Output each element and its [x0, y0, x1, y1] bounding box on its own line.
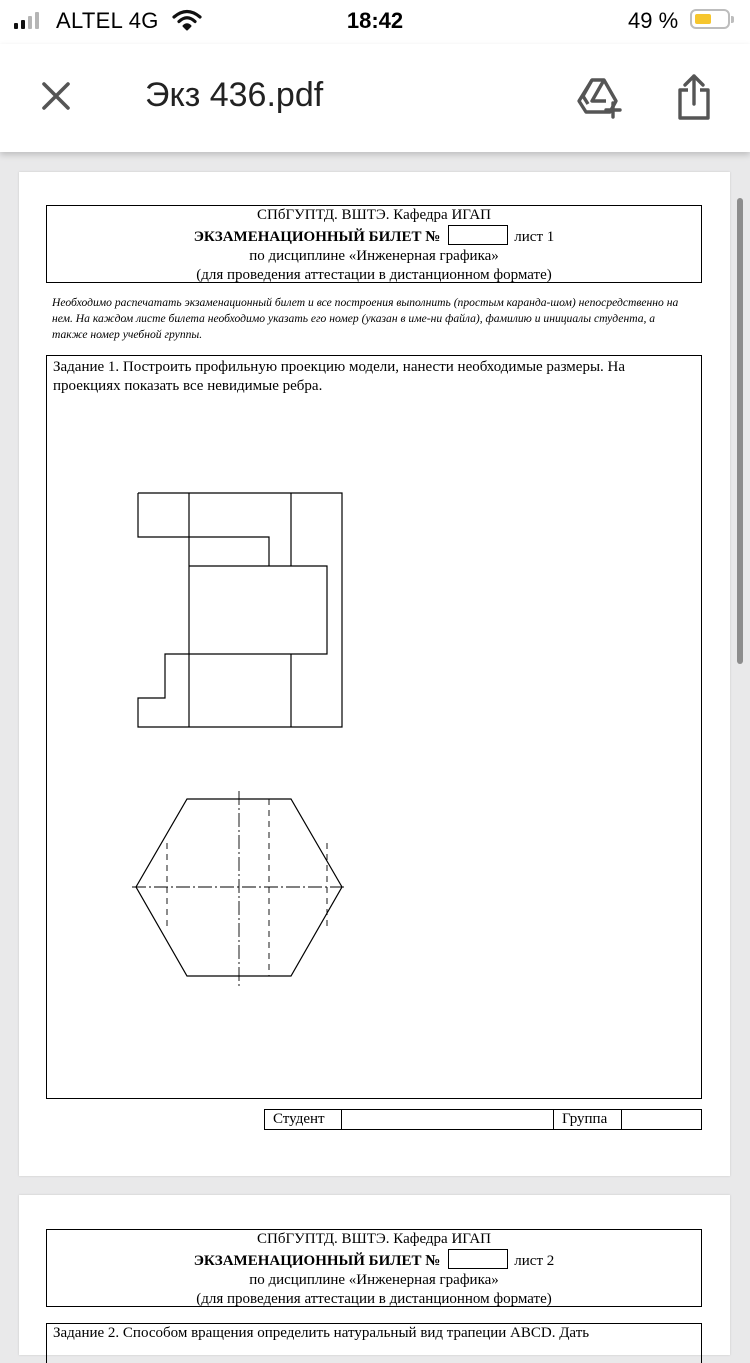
battery-icon	[690, 9, 730, 29]
header-format: (для проведения аттестации в дистанционном формате)	[196, 267, 552, 283]
header-ticket-line	[47, 225, 701, 247]
add-to-drive-icon[interactable]	[574, 74, 624, 120]
header-institution: СПбГУПТД. ВШТЭ. Кафедра ИГАП	[257, 207, 491, 223]
pdf-page-1	[19, 172, 730, 1176]
carrier-name: ALTEL 4G	[56, 8, 159, 33]
task-2-box	[46, 1323, 702, 1363]
scrollbar[interactable]	[737, 198, 743, 664]
close-icon[interactable]	[34, 74, 78, 118]
instruction-note: Необходимо распечатать экзаменационный билет и все построения выполнить (простым каранда-шом) непосредственно на нем. На каждом листе билета необходимо указать его номер (указан в име-ни файла), фамилию и инициалы студента, а также номер учебной группы.	[52, 296, 679, 341]
ticket-header	[46, 205, 702, 283]
sheet-label: лист 1	[514, 229, 555, 245]
header-discipline: по дисциплине «Инженерная графика»	[249, 248, 499, 264]
battery-fill	[695, 14, 711, 24]
ticket-label: ЭКЗАМЕНАЦИОННЫЙ БИЛЕТ №	[193, 229, 441, 245]
front-view	[138, 493, 342, 727]
status-bar	[0, 0, 750, 44]
task-1-box	[46, 355, 702, 1099]
header-ticket-line	[47, 1249, 701, 1271]
ticket-header	[46, 1229, 702, 1307]
pdf-page-2	[19, 1195, 730, 1355]
header-format: (для проведения аттестации в дистанционном формате)	[196, 1291, 552, 1307]
technical-drawing	[47, 356, 703, 1100]
student-label: Студент	[265, 1110, 342, 1129]
sheet-label: лист 2	[514, 1253, 555, 1269]
header-discipline: по дисциплине «Инженерная графика»	[249, 1272, 499, 1288]
document-toolbar	[0, 44, 750, 152]
group-number-field[interactable]	[622, 1110, 701, 1129]
ticket-number-box	[448, 225, 508, 245]
battery-percent: 49 %	[628, 8, 679, 33]
top-view	[132, 791, 347, 986]
document-title: Экз 436.pdf	[145, 76, 324, 114]
task-2-text: Задание 2. Способом вращения определить натуральный вид трапеции ABCD. Дать	[53, 1325, 590, 1341]
student-name-field[interactable]	[342, 1110, 554, 1129]
student-group-footer	[264, 1109, 702, 1130]
clock: 18:42	[346, 8, 404, 33]
group-label: Группа	[554, 1110, 622, 1129]
share-icon[interactable]	[672, 72, 716, 122]
ticket-label: ЭКЗАМЕНАЦИОННЫЙ БИЛЕТ №	[193, 1253, 441, 1269]
header-institution: СПбГУПТД. ВШТЭ. Кафедра ИГАП	[257, 1231, 491, 1247]
task-1-text: Задание 1. Построить профильную проекцию модели, нанести необходимые размеры. На проекциях показать все невидимые ребра.	[53, 359, 626, 394]
ticket-number-box	[448, 1249, 508, 1269]
